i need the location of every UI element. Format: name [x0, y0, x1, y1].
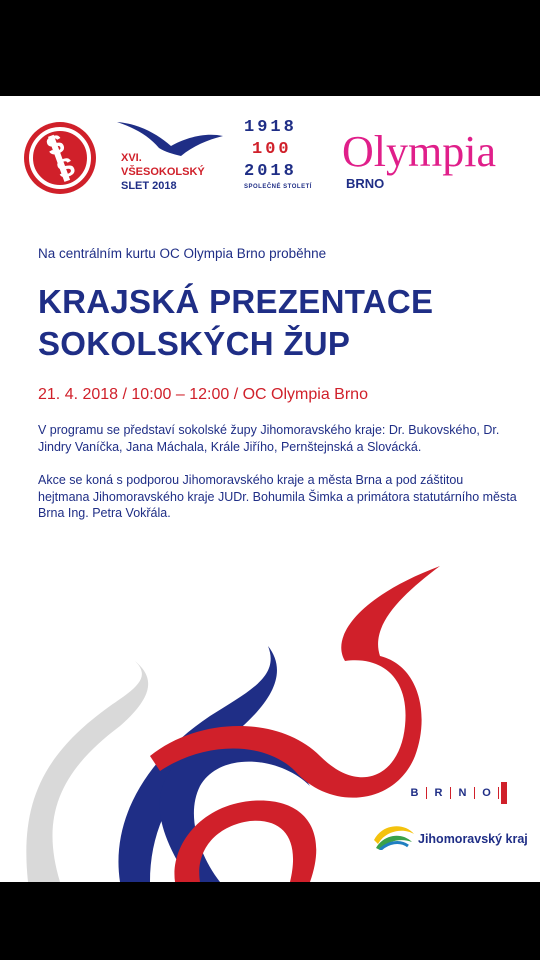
brno-letter: B	[403, 787, 427, 799]
program-paragraph: V programu se představí sokolské župy Jihomoravského kraje: Dr. Bukovského, Dr. Jindry Vaníčka, Jana Máchala, Krále Jiřího, Pernštejnská a Slovácká.	[38, 423, 500, 454]
sokol-emblem-icon	[22, 120, 98, 196]
year-bottom: 2018	[244, 162, 297, 181]
title-line2: SOKOLSKÝCH ŽUP	[38, 325, 351, 362]
region-name: Jihomoravský kraj	[418, 832, 528, 846]
brno-letter: R	[427, 787, 451, 799]
slet-line2: VŠESOKOLSKÝ	[121, 166, 205, 178]
page-title	[38, 281, 433, 365]
title-line1: KRAJSKÁ PREZENTACE	[38, 283, 434, 320]
years-caption: SPOLEČNÉ STOLETÍ	[244, 184, 312, 190]
support-paragraph: Akce se koná s podporou Jihomoravského kraje a města Brna a pod záštitou hejtmana Jihomoravského kraje JUDr. Bohumila Šimka a primátora statutárního města Brna Ing. Petra Vokřála.	[38, 473, 517, 520]
brno-bar	[501, 782, 507, 804]
slet-line1: XVI.	[121, 152, 142, 164]
poster	[0, 96, 540, 882]
brno-letter: N	[451, 787, 475, 799]
brno-letter: O	[475, 787, 499, 799]
olympia-city: BRNO	[346, 176, 385, 191]
intro-text: Na centrálním kurtu OC Olympia Brno proběhne	[38, 246, 327, 261]
event-date: 21. 4. 2018 / 10:00 – 12:00 / OC Olympia Brno	[38, 386, 368, 403]
year-top: 1918	[244, 118, 297, 137]
slet-line3: SLET 2018	[121, 180, 177, 192]
year-mid: 100	[252, 140, 292, 159]
jmk-arc-icon	[372, 818, 416, 850]
brno-city-logo	[403, 782, 507, 804]
olympia-logo: Olympia	[342, 127, 496, 176]
